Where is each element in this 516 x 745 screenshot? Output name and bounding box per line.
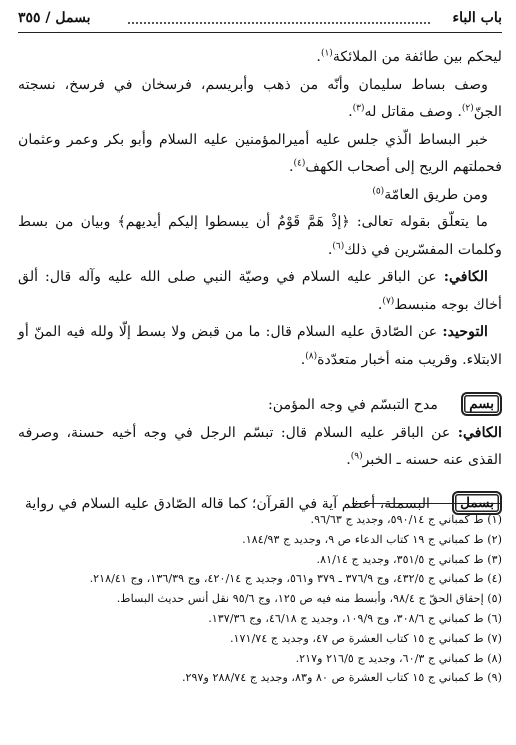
footnote: (٧) ط كمباني ج ١٥ كتاب العشرة ص ٤٧، وجديد ج ١٧١/٧٤. — [229, 631, 502, 645]
page-header — [18, 8, 502, 33]
paragraph-text: عن الصّادق عليه السلام قال: ما من قبض ولا بسط إلّا ولله فيه المنّ أو الابتلاء. وقريب منه أخبار متعدّدة — [18, 324, 502, 368]
dictionary-entry — [18, 392, 502, 475]
paragraph — [18, 420, 502, 475]
entry-heading-text: مدح التبسّم في وجه المؤمن: — [268, 397, 438, 413]
paragraph-text: . وصف مقاتل له — [364, 104, 462, 120]
paragraph — [18, 209, 502, 264]
footnote-ref[interactable]: (١) — [320, 48, 333, 59]
footnote: (٩) ط كمباني ج ١٥ كتاب العشرة ص ٨٠ و٨٣، وجديد ج ٢٨٨/٧٤ و٢٩٧. — [181, 671, 502, 685]
header-leader-dots — [128, 22, 430, 24]
footnote-ref[interactable]: (٨) — [305, 350, 318, 361]
source-label: الكافي: — [457, 424, 502, 441]
page-number: بسمل / ٣٥٥ — [18, 10, 91, 26]
footnote-ref[interactable]: (٤) — [293, 158, 306, 169]
entry-heading — [18, 392, 502, 420]
paragraph-text: عن الباقر عليه السلام قال: تبسّم الرجل في وجه أخيه حسنة، وصرفه القذى عنه حسنه ـ الخبر — [18, 424, 502, 468]
punct: . — [300, 351, 306, 368]
entry-keyword-box: بسمل — [452, 491, 502, 515]
footnote-ref[interactable]: (٢) — [461, 103, 474, 114]
entry-keyword-box: بسم — [461, 392, 502, 416]
paragraph-text: ليحكم بين طائفة من الملائكة — [332, 49, 502, 65]
punct: . — [316, 49, 321, 65]
footnote-ref[interactable]: (٧) — [382, 295, 395, 306]
punct: . — [327, 241, 333, 258]
page-body — [18, 44, 502, 518]
paragraph — [18, 264, 502, 319]
paragraph-text: ومن طريق العامّة — [384, 186, 488, 203]
footnote: (٨) ط كمباني ج ٦٠/٣، وجديد ج ٢١٦/٥ و٢١٧. — [295, 651, 502, 665]
punct: . — [289, 159, 294, 175]
punct: . — [348, 104, 353, 120]
footnote: (١) ط كمباني ج ٥٩٠/١٤، وجديد ج ٩٦/٦٣. — [310, 513, 502, 526]
entry-heading-text: البسملة، أعظم آية في القرآن؛ كما قاله الصّادق عليه السلام في رواية — [24, 495, 430, 512]
paragraph — [18, 182, 502, 210]
footnote: (٤) ط كمباني ج ٤٣٢/٥، وج ٣٧٦/٩ ـ ٣٧٩ و٥٦١، وجديد ج ٤٢٠/١٤، وج ١٣٦/٣٩، وج ٢١٨/٤١. — [89, 572, 502, 586]
footnote: (٢) ط كمباني ج ١٩ كتاب الدعاء ص ٩، وجديد ج ١٨٤/٩٣. — [242, 532, 502, 546]
paragraph — [18, 44, 502, 72]
book-page — [18, 0, 502, 745]
footnote-ref[interactable]: (٣) — [352, 103, 365, 114]
footnote-ref[interactable]: (٩) — [350, 451, 363, 462]
paragraph-text: خبر البساط الّذي جلس عليه أميرالمؤمنين عليه السلام وأبو بكر وعمر وعثمان فحملتهم الريح إلى أصحاب الكهف — [18, 131, 502, 175]
footnote-ref[interactable]: (٥) — [372, 185, 385, 196]
paragraph — [18, 127, 502, 182]
punct: . — [346, 452, 351, 468]
footnote: (٦) ط كمباني ج ٣٠٨/٦، وج ١٠٩/٩، وجديد ج ٤٦/١٨، وج ١٣٧/٣٦. — [208, 611, 502, 625]
paragraph — [18, 319, 502, 374]
footnote-divider — [352, 503, 502, 504]
paragraph-text: عن الباقر عليه السلام في وصيّة النبي صلى الله عليه وآله قال: ألق أخاك بوجه منبسط — [18, 269, 502, 313]
footnotes — [18, 503, 502, 688]
paragraph-text: ما يتعلّق بقوله تعالى: ﴿إذْ هَمَّ قَوْمٌ أن يبسطوا إليكم أيديهم﴾ وبيان من بسط وكلمات المفسّرين في ذلك — [18, 214, 502, 258]
source-label: التوحيد: — [442, 324, 488, 340]
chapter-title: باب الباء — [452, 10, 502, 26]
paragraph — [18, 72, 502, 127]
footnote: (٥) إحقاق الحقّ ج ٩٨/٤، وأبسط منه فيه ص ١٢٥، وج ٩٥/٦ نقل أنس حديث البساط. — [116, 592, 502, 606]
footnote-ref[interactable]: (٦) — [332, 240, 345, 251]
source-label: الكافي: — [443, 269, 488, 285]
footnote: (٣) ط كمباني ج ٣٥١/٥، وجديد ج ٨١/١٤. — [316, 552, 502, 566]
paragraph-text: وصف بساط سليمان وأنّه من ذهب وأبريسم، فرسخان في فرسخ، نسجته الجنّ — [18, 76, 502, 120]
punct: . — [377, 296, 383, 313]
